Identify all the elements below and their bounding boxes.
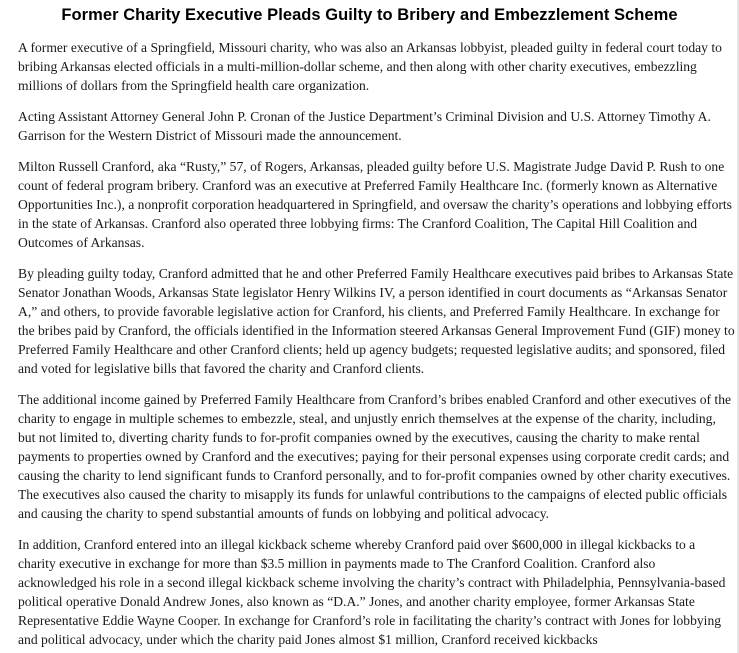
article-body [18,38,736,653]
article-paragraph: Acting Assistant Attorney General John P. Cronan of the Justice Department’s Criminal Division and U.S. Attorney Timothy A. Garrison for the Western District of Missouri made the announcement. [18,109,711,143]
article-paragraph: By pleading guilty today, Cranford admitted that he and other Preferred Family Healthcare executives paid bribes to Arkansas State Senator Jonathan Woods, Arkansas State legislator Henry Wilkins IV, a person identified in court documents as “Arkansas Senator A,” and others, to provide favorable legislative action for Cranford, his clients, and Preferred Family Healthcare. In exchange for the bribes paid by Cranford, the officials identified in the Information steered Arkansas General Improvement Fund (GIF) money to Preferred Family Healthcare and other Cranford clients; held up agency budgets; requested legislative audits; and sponsored, filed and voted for legislative bills that favored the charity and Cranford clients. [18,266,735,376]
article-headline: Former Charity Executive Pleads Guilty to Bribery and Embezzlement Scheme [61,6,678,24]
article-paragraph: A former executive of a Springfield, Missouri charity, who was also an Arkansas lobbyist, pleaded guilty in federal court today to bribing Arkansas elected officials in a multi-million-dollar scheme, and then along with other charity executives, embezzling millions of dollars from the Springfield health care organization. [18,40,722,93]
article-paragraph: Milton Russell Cranford, aka “Rusty,” 57, of Rogers, Arkansas, pleaded guilty before U.S. Magistrate Judge David P. Rush to one count of federal program bribery. Cranford was an executive at Preferred Family Healthcare Inc. (formerly known as Alternative Opportunities Inc.), a nonprofit corporation headquartered in Springfield, and oversaw the charity’s operations and lobbying efforts in the state of Arkansas. Cranford also operated three lobbying firms: The Cranford Coalition, The Capital Hill Coalition and Outcomes of Arkansas. [18,159,732,250]
article-paragraph: In addition, Cranford entered into an illegal kickback scheme whereby Cranford paid over $600,000 in illegal kickbacks to a charity executive in exchange for more than $3.5 million in payments made to The Cranford Coalition. Cranford also acknowledged his role in a second illegal kickback scheme involving the charity’s contract with Philadelphia, Pennsylvania-based political operative Donald Andrew Jones, also known as “D.A.” Jones, and another charity employee, former Arkansas State Representative Eddie Wayne Cooper. In exchange for Cranford’s role in facilitating the charity’s contract with Jones for lobbying and political advocacy, under which the charity paid Jones almost $1 million, Cranford received kickbacks [18,537,726,647]
article-paragraph: The additional income gained by Preferred Family Healthcare from Cranford’s bribes enabled Cranford and other executives of the charity to engage in multiple schemes to embezzle, steal, and unjustly enrich themselves at the expense of the charity, including, but not limited to, diverting charity funds to for-profit companies owned by the executives, causing the charity to make rental payments to properties owned by Cranford and the executives; paying for their personal expenses using corporate credit cards; and causing the charity to lend significant funds to Cranford personally, and to for-profit companies owned by other charity executives. The executives also caused the charity to misapply its funds for unlawful contributions to the campaigns of elected public officials and causing the charity to spend substantial amounts of funds on lobbying and political advocacy. [18,392,732,521]
